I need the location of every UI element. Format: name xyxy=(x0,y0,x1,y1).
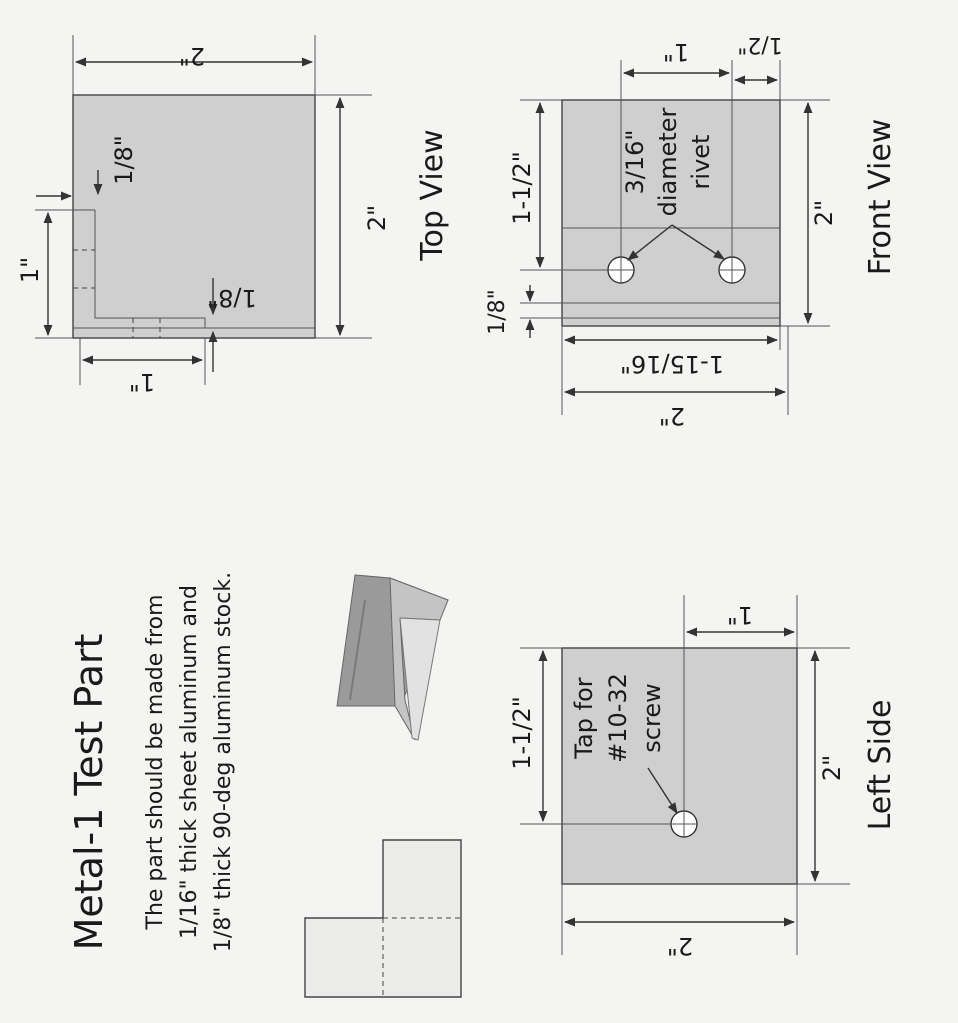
description-line-2: 1/16" thick sheet aluminum and xyxy=(177,585,202,939)
front-view-height-label: 2" xyxy=(810,199,838,227)
front-view-left-label: 1-1/2" xyxy=(508,151,536,225)
title-block xyxy=(67,572,236,952)
front-view xyxy=(485,32,898,430)
front-view-caption: Front View xyxy=(863,118,898,276)
tap-label-line-2: #10-32 xyxy=(604,673,632,763)
left-side-height-label: 2" xyxy=(818,754,846,782)
front-view-edge-label: 1/2" xyxy=(737,32,783,57)
rivet-label-line-1: 3/16" xyxy=(621,129,649,195)
front-view-thickness-label: 1/8" xyxy=(485,289,510,335)
top-view xyxy=(16,35,450,396)
tap-label-line-1: Tap for xyxy=(570,677,598,759)
top-view-bottom-label: 1" xyxy=(128,368,156,396)
top-view-height-label: 2" xyxy=(363,204,391,232)
left-side-view xyxy=(508,595,898,960)
description-line-1: The part should be made from xyxy=(143,594,168,930)
front-view-rivet-spacing-label: 1" xyxy=(662,38,690,66)
left-side-caption: Left Side xyxy=(863,699,898,831)
angle-stock-illustration xyxy=(337,575,448,740)
top-view-caption: Top View xyxy=(415,129,450,261)
rivet-label-line-3: rivet xyxy=(687,134,715,190)
page-title: Metal-1 Test Part xyxy=(67,633,111,951)
top-view-plate xyxy=(73,95,315,338)
top-view-thickness-label-a: 1/8" xyxy=(110,135,138,185)
left-side-left-label: 1-1/2" xyxy=(508,696,536,770)
left-side-top-label: 1" xyxy=(726,601,754,629)
tap-label-line-3: screw xyxy=(638,683,666,753)
top-view-left-label: 1" xyxy=(16,256,44,284)
description-line-3: 1/8" thick 90-deg aluminum stock. xyxy=(211,571,236,953)
front-view-bottom-label: 2" xyxy=(658,402,686,430)
top-view-thickness-label-b: 1/8" xyxy=(207,284,257,312)
flat-pattern xyxy=(305,840,461,997)
top-view-width-label: 2" xyxy=(178,42,206,70)
left-side-bottom-label: 2" xyxy=(666,932,694,960)
front-view-inner-label: 1-15/16" xyxy=(619,350,725,378)
rivet-label-line-2: diameter xyxy=(654,107,682,217)
